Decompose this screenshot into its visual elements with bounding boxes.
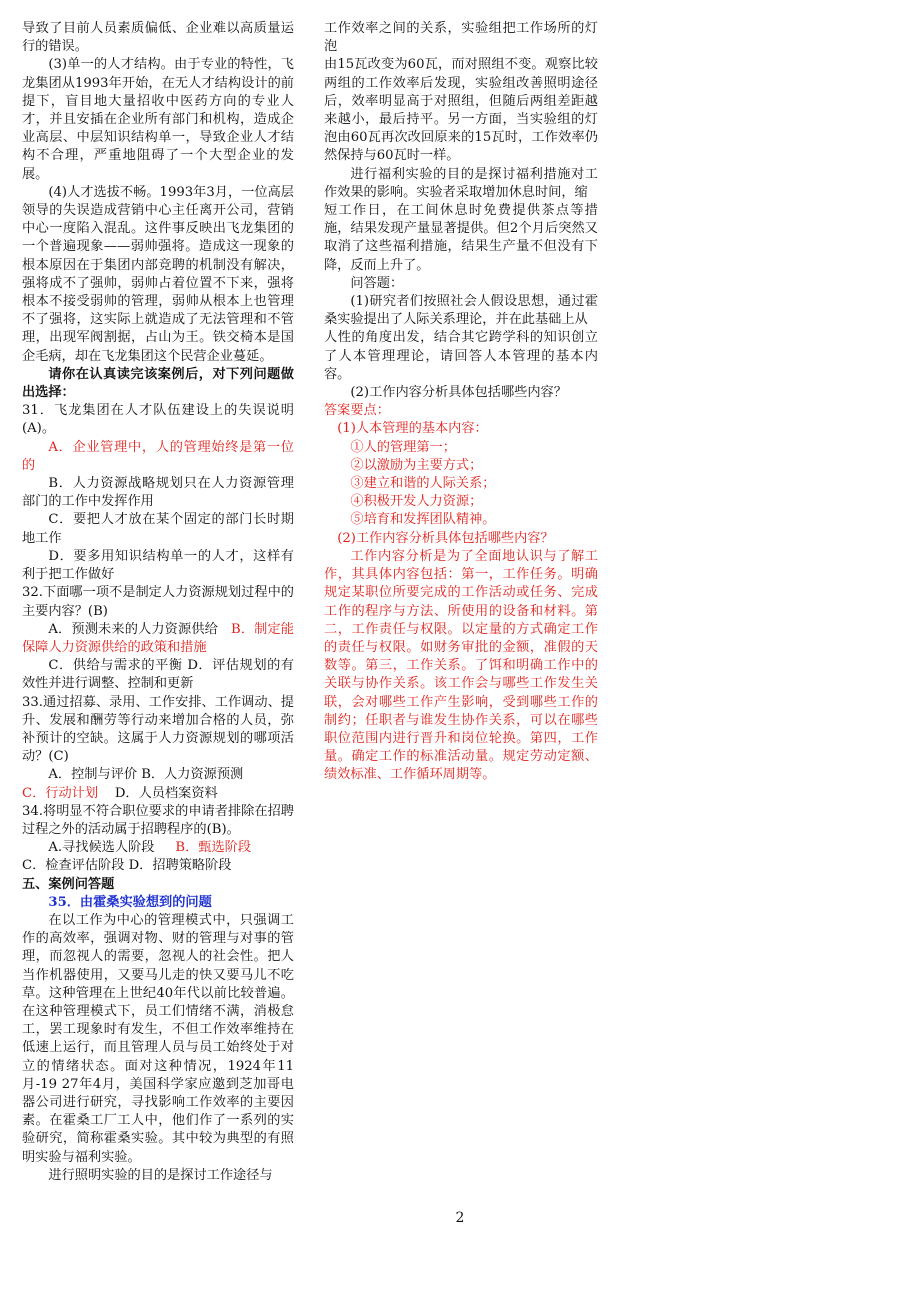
- q33-option-c: C．行动计划: [22, 785, 99, 801]
- q34-option-b: B．甄选阶段: [175, 840, 252, 856]
- q31-option-c: C．要把人才放在某个固定的部门长时期地工作: [22, 512, 294, 546]
- q33-option-d: D．人员档案资料: [114, 785, 218, 801]
- q31-option-d: D．要多用知识结构单一的人才，这样有利于把工作做好: [22, 548, 294, 583]
- paragraph-talent-selection: (4)人才选拔不畅。1993年3月，一位高层领导的失误造成营销中心主任离开公司，营销中心一度陷入混乱。这件事反映出飞龙集团的一个普遍现象——弱帅强将。造成这一现象的根本原因在于集团内部竞聘的机制没有解决，强将成不了强帅，弱帅占着位置不下来，强将根本不接受弱帅的管理，弱帅从根本上也管理不了强将，这实际上就造成了无法管理和不管理，出现军阀割据，占山为王。铁交椅本是国企毛病，却在飞龙集团这个民营企业蔓延。: [22, 184, 294, 364]
- q32-options-cd: C．供给与需求的平衡 D．评估规划的有效性并进行调整、控制和更新: [22, 658, 294, 692]
- section-5-heading: 五、案例问答题: [22, 876, 115, 892]
- welfare-experiment-result: 短工作日，在工间休息时免费提供茶点等措施，结果发现产量显著提供。但2个月后突然又取消了这些福利措施，结果生产量不但没有下降，反而上升了。: [324, 203, 598, 273]
- qa-heading: 问答题：: [350, 275, 404, 291]
- paragraph-continuation: 导致了目前人员素质偏低、企业难以高质量运行的错误。: [22, 21, 294, 55]
- q31-option-b: B．人力资源战略规划只在人力资源管理部门的工作中发挥作用: [22, 476, 294, 510]
- q35-paragraph-2: 进行照明实验的目的是探讨工作途径与: [48, 1167, 273, 1183]
- answer-2-title: (2)工作内容分析具体包括哪些内容？: [337, 530, 554, 546]
- question-32: 32.下面哪一项不是制定人力资源规划过程中的主要内容？(B): [22, 585, 294, 619]
- lighting-experiment-line: 工作效率之间的关系，实验组把工作场所的灯泡: [324, 21, 598, 55]
- answer-1-item: ①人的管理第一；: [350, 439, 456, 455]
- page-number: 2: [455, 1210, 465, 1226]
- question-31: 31．飞龙集团在人才队伍建设上的失误说明(A)。: [22, 403, 294, 437]
- q33-options-cd: [22, 785, 294, 803]
- q35-paragraph-1: 在以工作为中心的管理模式中，只强调工作的高效率，强调对物、财的管理与对事的管理，而忽视人的需要，忽视人的社会性。把人当作机器使用，又要马儿走的快又要马儿不吃草。这种管理在上世纪40年代以前比较普遍。在这种管理模式下，员工们情绪不满，消极怠工，罢工现象时有发生，不但工作效率维持在低速上运行，而且管理人员与员工始终处于对立的情绪状态。面对这种情况，1924年11月-19 27年4月，美国科学家应邀到芝加哥电器公司进行研究，寻找影响工作效率的主要因素。在霍桑工厂工人中，他们作了一系列的实验研究，简称霍桑实验。其中较为典型的有照明实验与福利实验。: [22, 912, 294, 1165]
- q31-option-a: A．企业管理中，人的管理始终是第一位的: [22, 439, 294, 473]
- left-column: [22, 20, 294, 1185]
- q34-options-ab: [22, 839, 294, 857]
- question-35-title: 35．由霍桑实验想到的问题: [48, 894, 212, 910]
- question-34: 34.将明显不符合职位要求的申请者排除在招聘过程之外的活动属于招聘程序的(B)。: [22, 803, 294, 837]
- q32-option-a: A．预测未来的人力资源供给: [48, 621, 218, 637]
- q32-options-ab: [22, 621, 294, 657]
- answer-key-title: 答案要点：: [324, 403, 390, 419]
- answer-1-item: ②以激励为主要方式；: [350, 457, 483, 473]
- qa-question-1-continued: 人性的角度出发，结合其它跨学科的知识创立了人本管理理论，请回答人本管理的基本内容。: [324, 330, 598, 382]
- welfare-experiment-intro: 进行福利实验的目的是探讨福利措施对工作效果的影响。实验者采取增加休息时间，缩: [324, 166, 598, 200]
- answer-1-title: (1)人本管理的基本内容：: [337, 421, 488, 437]
- answer-1-item: ③建立和谐的人际关系；: [350, 476, 496, 492]
- question-instruction: 请你在认真读完该案例后，对下列问题做出选择：: [22, 366, 294, 401]
- q32-option-b: B．制定能保障人力资源供给的政策和措施: [22, 621, 294, 655]
- answer-2-text: 工作内容分析是为了全面地认识与了解工作，其具体内容包括：第一，工作任务。明确规定某职位所要完成的工作活动或任务、完成工作的程序与方法、所使用的设备和材料。第二，工作责任与权限。以定量的方式确定工作的责任与权限。如财务审批的金额，准假的天数等。第三，工作关系。了饵和明确工作中的关联与协作关系。该工作会与哪些工作发生关联，会对哪些工作产生影响，受到哪些工作的制约；任职者与谁发生协作关系，可以在哪些职位范围内进行晋升和岗位轮换。第四，工作量。确定工作的标准活动量。规定劳动定额、绩效标准、工作循环周期等。: [324, 548, 598, 783]
- answer-1-item: ⑤培育和发挥团队精神。: [350, 512, 496, 528]
- lighting-experiment-result: 由15瓦改变为60瓦，而对照组不变。观察比较两组的工作效率后发现，实验组改善照明途径后，效率明显高于对照组，但随后两组差距越来越小，最后持平。另一方面，当实验组的灯泡由60瓦再次改回原来的15瓦时，工作效率仍然保持与60瓦时一样。: [324, 57, 598, 164]
- q33-options-ab: A．控制与评价 B．人力资源预测: [48, 767, 244, 783]
- answer-1-item: ④积极开发人力资源；: [350, 494, 483, 510]
- q34-option-a: A.寻找候选人阶段: [48, 840, 155, 856]
- q34-options-cd: C．检查评估阶段 D．招聘策略阶段: [22, 858, 232, 874]
- qa-question-2: (2)工作内容分析具体包括哪些内容？: [350, 385, 567, 401]
- right-column: [324, 20, 598, 785]
- question-33: 33.通过招募、录用、工作安排、工作调动、提升、发展和酬劳等行动来增加合格的人员，弥补预计的空缺。这属于人力资源规划的哪项活动？(C): [22, 694, 294, 765]
- paragraph-single-talent-structure: (3)单一的人才结构。由于专业的特性，飞龙集团从1993年开始，在无人才结构设计的前提下，盲目地大量招收中医药方向的专业人才，并且安插在企业所有部门和机构，造成企业高层、中层知识结构单一，导致企业人才结构不合理，严重地阻碍了一个大型企业的发展。: [22, 57, 294, 182]
- qa-question-1: (1)研究者们按照社会人假设思想，通过霍桑实验提出了人际关系理论，并在此基础上从: [324, 294, 598, 328]
